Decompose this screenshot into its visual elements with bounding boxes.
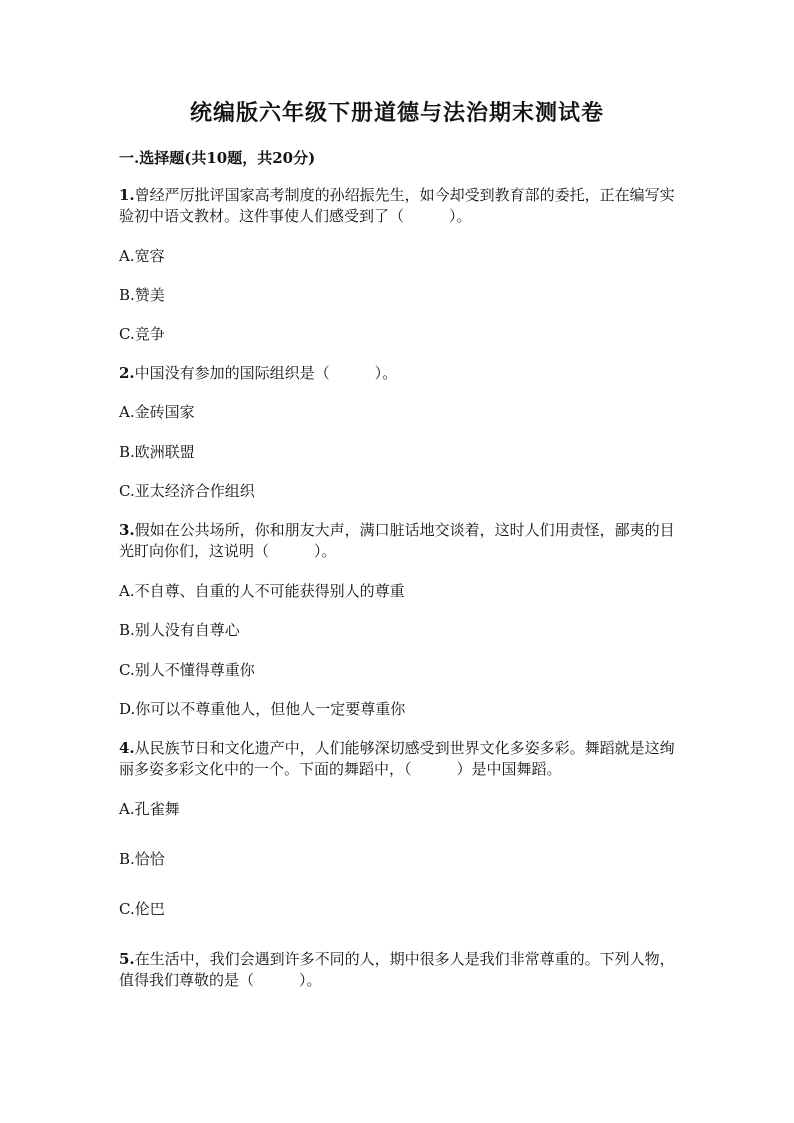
option-2b: B.欧洲联盟 xyxy=(119,443,195,461)
section-heading: 一.选择题(共10题，共20分) xyxy=(119,149,316,167)
option-4b: B.恰恰 xyxy=(119,850,165,868)
option-3c: C.别人不懂得尊重你 xyxy=(119,661,255,679)
question-2 xyxy=(119,363,675,384)
question-text: 中国没有参加的国际组织是（ ）。 xyxy=(134,364,398,382)
page-title: 统编版六年级下册道德与法治期末测试卷 xyxy=(189,100,604,126)
question-number: 4. xyxy=(119,739,135,757)
option-1c: C.竞争 xyxy=(119,325,165,343)
question-1 xyxy=(119,185,675,227)
question-4 xyxy=(119,738,675,780)
option-4a: A.孔雀舞 xyxy=(119,800,180,818)
option-3d: D.你可以不尊重他人，但他人一定要尊重你 xyxy=(119,700,406,718)
option-4c: C.伦巴 xyxy=(119,900,165,918)
question-3 xyxy=(119,520,675,562)
question-text: 假如在公共场所，你和朋友大声，满口脏话地交谈着，这时人们用责怪，鄙夷的目光盯向你们，这说明（ ）。 xyxy=(119,521,675,560)
question-5 xyxy=(119,949,683,991)
question-number: 5. xyxy=(119,950,135,968)
question-number: 2. xyxy=(119,364,135,382)
option-2a: A.金砖国家 xyxy=(119,403,195,421)
question-number: 1. xyxy=(119,186,135,204)
option-1b: B.赞美 xyxy=(119,286,165,304)
option-3b: B.别人没有自尊心 xyxy=(119,621,240,639)
question-number: 3. xyxy=(119,521,135,539)
option-1a: A.宽容 xyxy=(119,247,165,265)
question-text: 从民族节日和文化遗产中，人们能够深切感受到世界文化多姿多彩。舞蹈就是这绚丽多姿多彩文化中的一个。下面的舞蹈中，（ ）是中国舞蹈。 xyxy=(119,739,675,778)
option-3a: A.不自尊、自重的人不可能获得别人的尊重 xyxy=(119,582,405,600)
option-2c: C.亚太经济合作组织 xyxy=(119,482,255,500)
question-text: 在生活中，我们会遇到许多不同的人，期中很多人是我们非常尊重的。下列人物， 值得我们尊敬的是（ ）。 xyxy=(119,950,683,989)
question-text: 曾经严厉批评国家高考制度的孙绍振先生，如今却受到教育部的委托，正在编写实验初中语文教材。这件事使人们感受到了（ ）。 xyxy=(119,186,675,225)
